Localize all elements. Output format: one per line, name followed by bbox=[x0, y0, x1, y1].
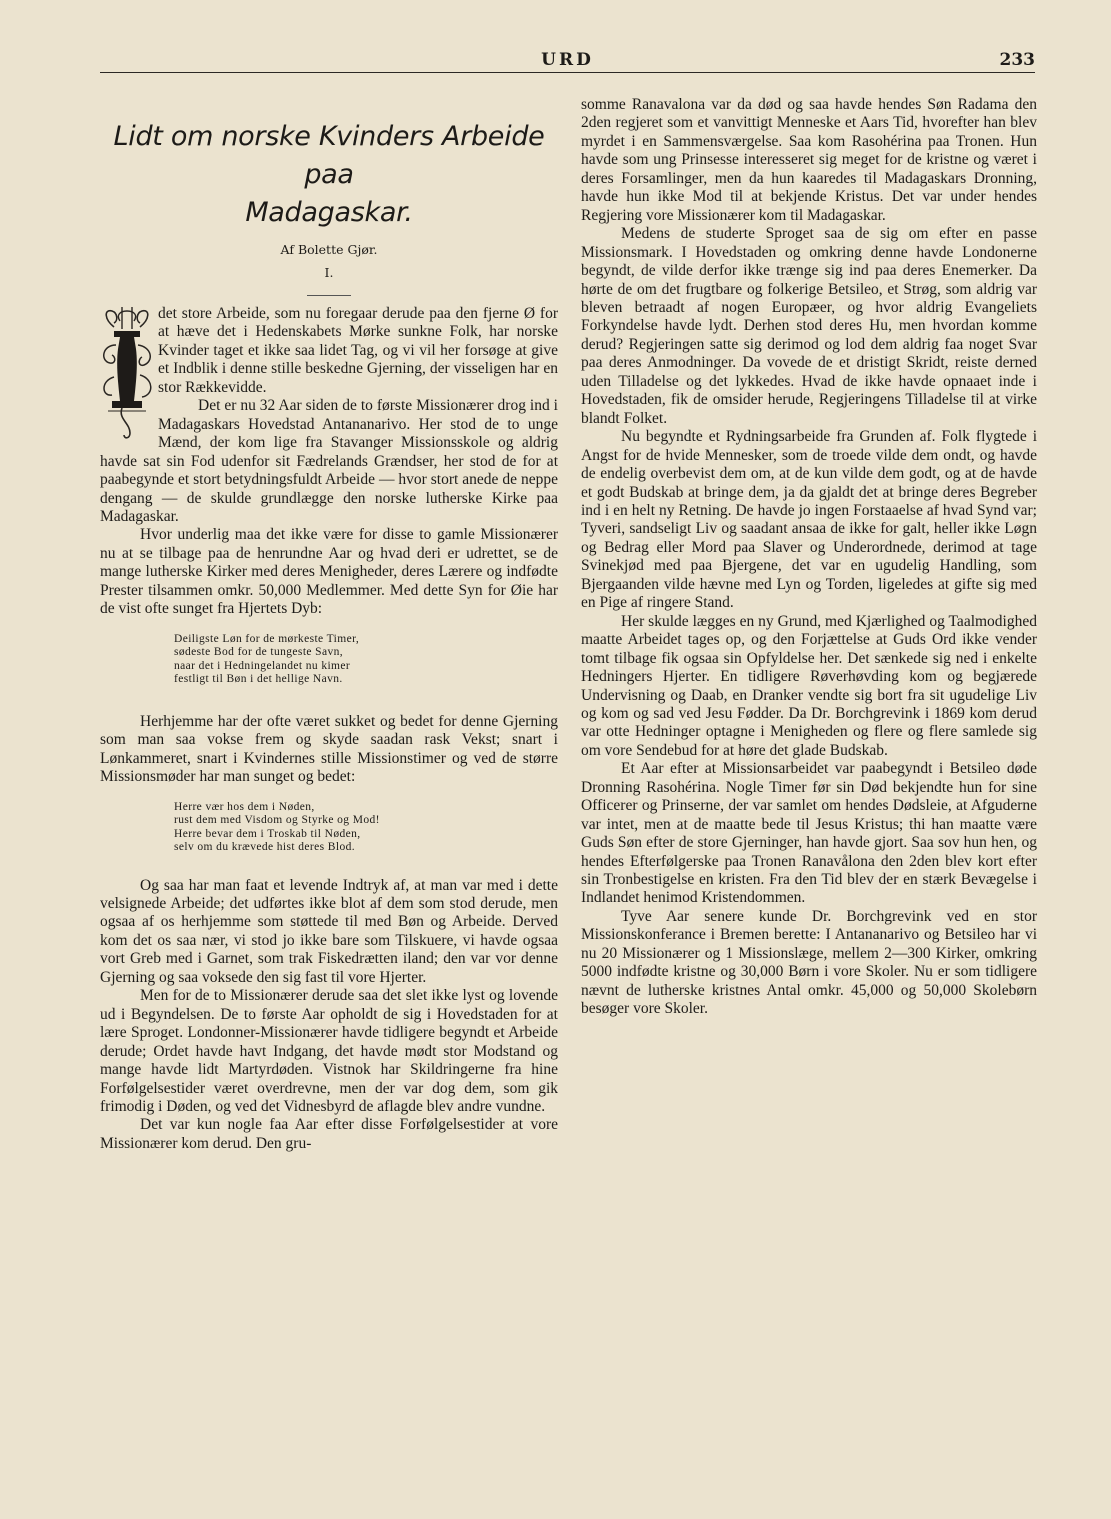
paragraph: Tyve Aar senere kunde Dr. Borchgrevink ved en stor Missionskonferance i Bremen berette: I Antananarivo og Betsileo har vi nu 20 Missionærer og 1 Missionslæge, mellem 2—300 Kirker, omkring 5000 indfødte kristne og 30,000 Børn i vore Skoler. Nu er som tidligere nævnt de lutherske kristnes Antal omkr. 45,000 og 50,000 Skolebørn besøger vore Skoler. bbox=[581, 907, 1037, 1018]
title-rule bbox=[307, 295, 351, 296]
paragraph: Det var kun nogle faa Aar efter disse Forfølgelsestider at vore Missionærer kom derud. Den gru- bbox=[100, 1116, 558, 1152]
page-number: 233 bbox=[999, 50, 1035, 70]
verse-line: naar det i Hedningelandet nu kimer bbox=[174, 659, 351, 672]
paragraph: somme Ranavalona var da død og saa havde hendes Søn Radama den 2den regjeret som et vanvittigt Menneske et Aars Tid, hvorefter han blev myrdet i en Sammensværgelse. Saa kom Rasohérina paa Tronen. Hun havde som ung Prinsesse interesseret sig meget for de kristne og været i deres Forsamlinger, men da hun kaaredes til Madagaskars Dronning, havde hun ikke Mod til at bekjende Kristus. Det var under hendes Regjering vore Missionærer kom til Madagaskar. bbox=[581, 96, 1037, 224]
left-column bbox=[100, 96, 558, 1153]
verse-line: festligt til Bøn i det hellige Navn. bbox=[174, 673, 343, 686]
paragraph: Men for de to Missionærer derude saa det slet ikke lyst og lovende ud i Begyndelsen. De to første Aar opholdt de sig i Hovedstaden for at lære Sproget. Londonner-Missionærer havde tidligere begyndt et Arbeide derude; Ordet havde havt Indgang, det havde mødt stor Modstand og mange havde lidt Martyrdøden. Vistnok har Skildringerne fra hine Forfølgelsestider været overdrevne, men der var dog dem, som gik frimodig i Døden, og ved det Vidnesbyrd de aflagde blev andre vundne. bbox=[100, 987, 558, 1115]
paragraph: Og saa har man faat et levende Indtryk af, at man var med i dette velsignede Arbeide; det udførtes ikke blot af dem som stod derude, men ogsaa af os herhjemme som støttede til med Bøn og Arbeide. Derved kom det os saa nær, vi stod jo ikke bare som Tilskuere, vi havde ogsaa vort Greb med i Garnet, som trak Fiskedrætten iland; den var vor denne Gjerning og saa voksede den sig fast til vore Hjerter. bbox=[100, 876, 558, 986]
verse-line: rust dem med Visdom og Styrke og Mod! bbox=[174, 814, 380, 827]
paragraph: Et Aar efter at Missionsarbeidet var paabegyndt i Betsileo døde Dronning Rasohérina. Nogle Timer før sin Død bekjendte hun for sine Officerer og Prinserne, der var samlet om hendes Dødsleie, at Afguderne var intet, men at de maatte bede til Jesus Kristus; thi han maatte være Guds Søn efter de store Gjerninger, han havde gjort. Saa sov hun hen, og hendes Efterfølgerske paa Tronen Ranavålona den 2den blev kort efter sin Tronbestigelse en kristen. Fra den Tid blev der en stærk Bevægelse i Indlandet henimod Kristendommen. bbox=[581, 760, 1037, 907]
journal-name: URD bbox=[541, 50, 594, 70]
paragraph: Medens de studerte Sproget saa de sig om efter en passe Missionsmark. I Hovedstaden og omkring denne havde Londonerne begyndt, de vilde derfor ikke trænge sig ind paa deres Enemerker. Da hørte de om det frugtbare og folkerige Betsileo, et Strøg, som aldrig var bleven betraadt af nogen Europæer, og hvor aldrig Evangeliets Forkyndelse havde lydt. Derhen stod deres Hu, men hvordan komme derud? Regjeringen satte sig derimod og lod dem aldrig faa noget Svar paa deres Anmodninger. Da vovede de et dristigt Skridt, reiste derned uden Tilladelse og det lykkedes. Hvad de ikke havde opnaaet inde i Hovedstaden, fik de omsider herude, Regjeringens Tilladelse til at virke blandt Folket. bbox=[581, 225, 1037, 427]
article-title-line-1: Lidt om norske Kvinders Arbeide paa bbox=[113, 121, 545, 190]
verse-stanza-1 bbox=[174, 633, 558, 687]
verse-line: Herre bevar dem i Troskab til Nøden, bbox=[174, 827, 361, 840]
ornamental-initial bbox=[100, 305, 154, 441]
verse-line: Herre vær hos dem i Nøden, bbox=[174, 800, 315, 813]
running-header bbox=[100, 50, 1035, 73]
article-title bbox=[100, 118, 558, 232]
right-column bbox=[581, 96, 1037, 1019]
paragraph: Det er nu 32 Aar siden de to første Missionærer drog ind i Madagaskars Hovedstad Antananarivo. Her stod de to unge Mænd, der kom lige fra Stavanger Missionsskole og aldrig havde sat sin Fod udenfor sit Fædrelands Grændser, her stod de for at paabegynde et stort betydningsfuldt Arbeide — hvor stort anede de neppe dengang — de skulde grundlægge den norske lutherske Kirke paa Madagaskar. bbox=[100, 397, 558, 525]
paragraph: Hvor underlig maa det ikke være for disse to gamle Missionærer nu at se tilbage paa de henrundne Aar og hvad deri er udrettet, se de mange lutherske Kirker med deres Menigheder, deres Lærere og indfødte Prester tilsammen omkr. 50,000 Medlemmer. Med dette Syn for Øie har de vist ofte sunget fra Hjertets Dyb: bbox=[100, 526, 558, 618]
article-title-line-2: Madagaskar. bbox=[245, 197, 413, 228]
verse-stanza-2 bbox=[174, 801, 558, 855]
verse-line: sødeste Bod for de tungeste Savn, bbox=[174, 646, 344, 659]
verse-line: Deiligste Løn for de mørkeste Timer, bbox=[174, 632, 360, 645]
paragraph: Nu begyndte et Rydningsarbeide fra Grunden af. Folk flygtede i Angst for de hvide Mennesker, som de troede vilde dem ondt, og havde de endelig overbevist dem om, at de kun vilde dem godt, og at de havde et godt Budskab at bringe dem, ja da gjaldt det at bringe deres Begreber ind i en helt ny Retning. De havde jo ingen Forstaaelse af hvad Synd var; Tyveri, sandseligt Liv og saadant ansaa de ikke for galt, heller ikke Løgn og Bedrag eller Mord paa Slaver og Underordnede, derimod at tage Svinekjød med paa Bjergene, det var en ugudelig Handling, som Bjergaanden vilde hævne med Lyn og Torden, ligeledes at gifte sig med en Pige af ringere Stand. bbox=[581, 428, 1037, 612]
paragraph: Her skulde lægges en ny Grund, med Kjærlighed og Taalmodighed maatte Arbeidet tages op, og den Forjættelse at Guds Ord ikke vender tomt tilbage fik ogsaa sin Opfyldelse her. Det sænkede sig ned i enkelte Hedningers Hjerter. En tidligere Røverhøvding kom og begjærede Undervisning og Daab, en Dranker vendte sig bort fra sit ugudelige Liv og kom og sad ved Jesu Fødder. Da Dr. Borchgrevink i 1869 kom derud var otte Hedninger optagne i Menigheden og flere og flere samlede sig om vore Sendebud for at høre det glade Budskab. bbox=[581, 612, 1037, 759]
part-number: I. bbox=[324, 265, 334, 280]
paragraph: Herhjemme har der ofte været sukket og bedet for denne Gjerning som man saa vokse frem og skyde saadan rask Vekst; snart i Lønkammeret, snart i Kvindernes stille Missionstimer og ved de større Missionsmøder har man sunget og bedet: bbox=[100, 712, 558, 786]
paragraph: det store Arbeide, som nu foregaar derude paa den fjerne Ø for at hæve det i Hedenskabets Mørke sunkne Folk, har norske Kvinder taget et ikke saa lidet Tag, og vi vil her forsøge at give et Indblik i denne stille beskedne Gjerning, der visseligen har en stor Rækkevidde. bbox=[158, 305, 558, 396]
byline: Af Bolette Gjør. bbox=[280, 242, 378, 257]
first-paragraph-block bbox=[100, 305, 558, 397]
verse-line: selv om du krævede hist deres Blod. bbox=[174, 841, 356, 854]
